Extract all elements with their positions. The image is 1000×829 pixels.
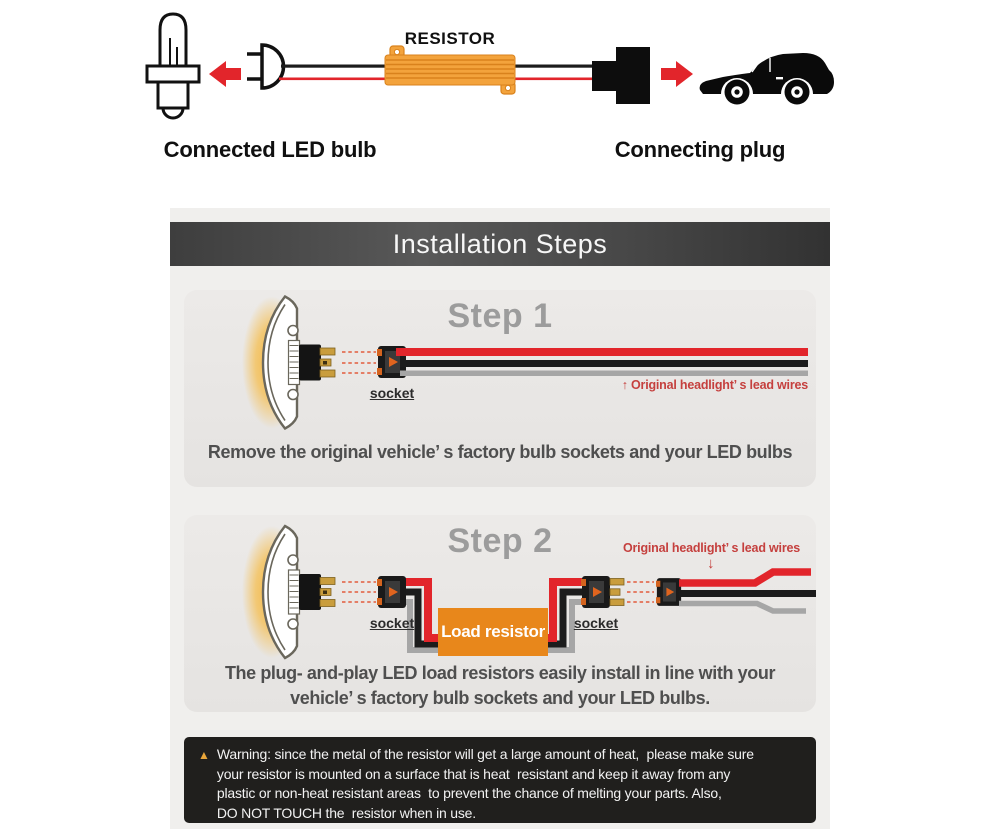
socket-icon [377,576,406,608]
step-2-title: Step 2 [447,522,553,560]
socket-icon [581,576,610,608]
step-1-title: Step 1 [447,297,553,335]
step-1-card [184,290,816,487]
dashed-connection-lines [627,582,654,602]
dashed-connection-lines [342,352,376,373]
lead-wires-note: ↑ Original headlight’ s lead wires [621,378,808,392]
down-arrow-icon: ↓ [707,555,715,572]
installation-steps-title: Installation Steps [392,228,608,259]
connector-icon [592,47,650,104]
step-2-card [184,515,816,712]
warning-line: Warning: since the metal of the resistor will get a large amount of heat, please make sure [216,746,754,762]
warning-text [217,745,754,823]
step-2-caption [184,661,816,711]
headlight-icon [242,297,335,429]
load-resistor-label: Load resistor [441,622,545,641]
wire-red [679,572,811,583]
connecting-plug-caption: Connecting plug [614,137,786,162]
caption-line-2: vehicle’ s factory bulb sockets and your LED bulbs. [290,688,710,708]
dashed-connection-lines [342,582,376,602]
car-icon [700,53,834,110]
wire-red [396,348,808,356]
installation-steps-panel [170,208,830,829]
step-1-caption: Remove the original vehicle’ s factory bulb sockets and your LED bulbs [207,442,793,462]
headlight-icon [242,526,335,658]
warning-line: plastic or non-heat resistant areas to prevent the chance of melting your parts. Also, [216,785,722,801]
lead-wires-note: Original headlight’ s lead wires [623,541,800,555]
socket-label: socket [573,615,619,631]
socket-pins [610,579,624,606]
arrow-left-icon [209,61,241,87]
arrow-right-icon [661,61,693,87]
resistor-label: RESISTOR [404,29,496,48]
warning-line: DO NOT TOUCH the resistor when in use. [216,804,476,821]
connected-led-bulb-caption: Connected LED bulb [163,137,377,162]
caption-line-1: The plug- and-play LED load resistors easily install in line with your [224,663,776,683]
warning-triangle-icon: ▲ [198,748,210,762]
led-bulb-icon [147,14,199,118]
warning-box [184,737,816,823]
wire-gray [679,604,806,612]
socket-label: socket [369,385,415,401]
installation-steps-header [170,222,830,266]
wire-gray [400,371,808,377]
socket-label: socket [369,615,415,631]
connector-icon [656,578,681,606]
warning-line: your resistor is mounted on a surface that is heat resistant and keep it away from any [216,765,731,782]
resistor-icon [385,46,515,94]
plug-icon [247,45,284,88]
wire-black [400,360,808,367]
